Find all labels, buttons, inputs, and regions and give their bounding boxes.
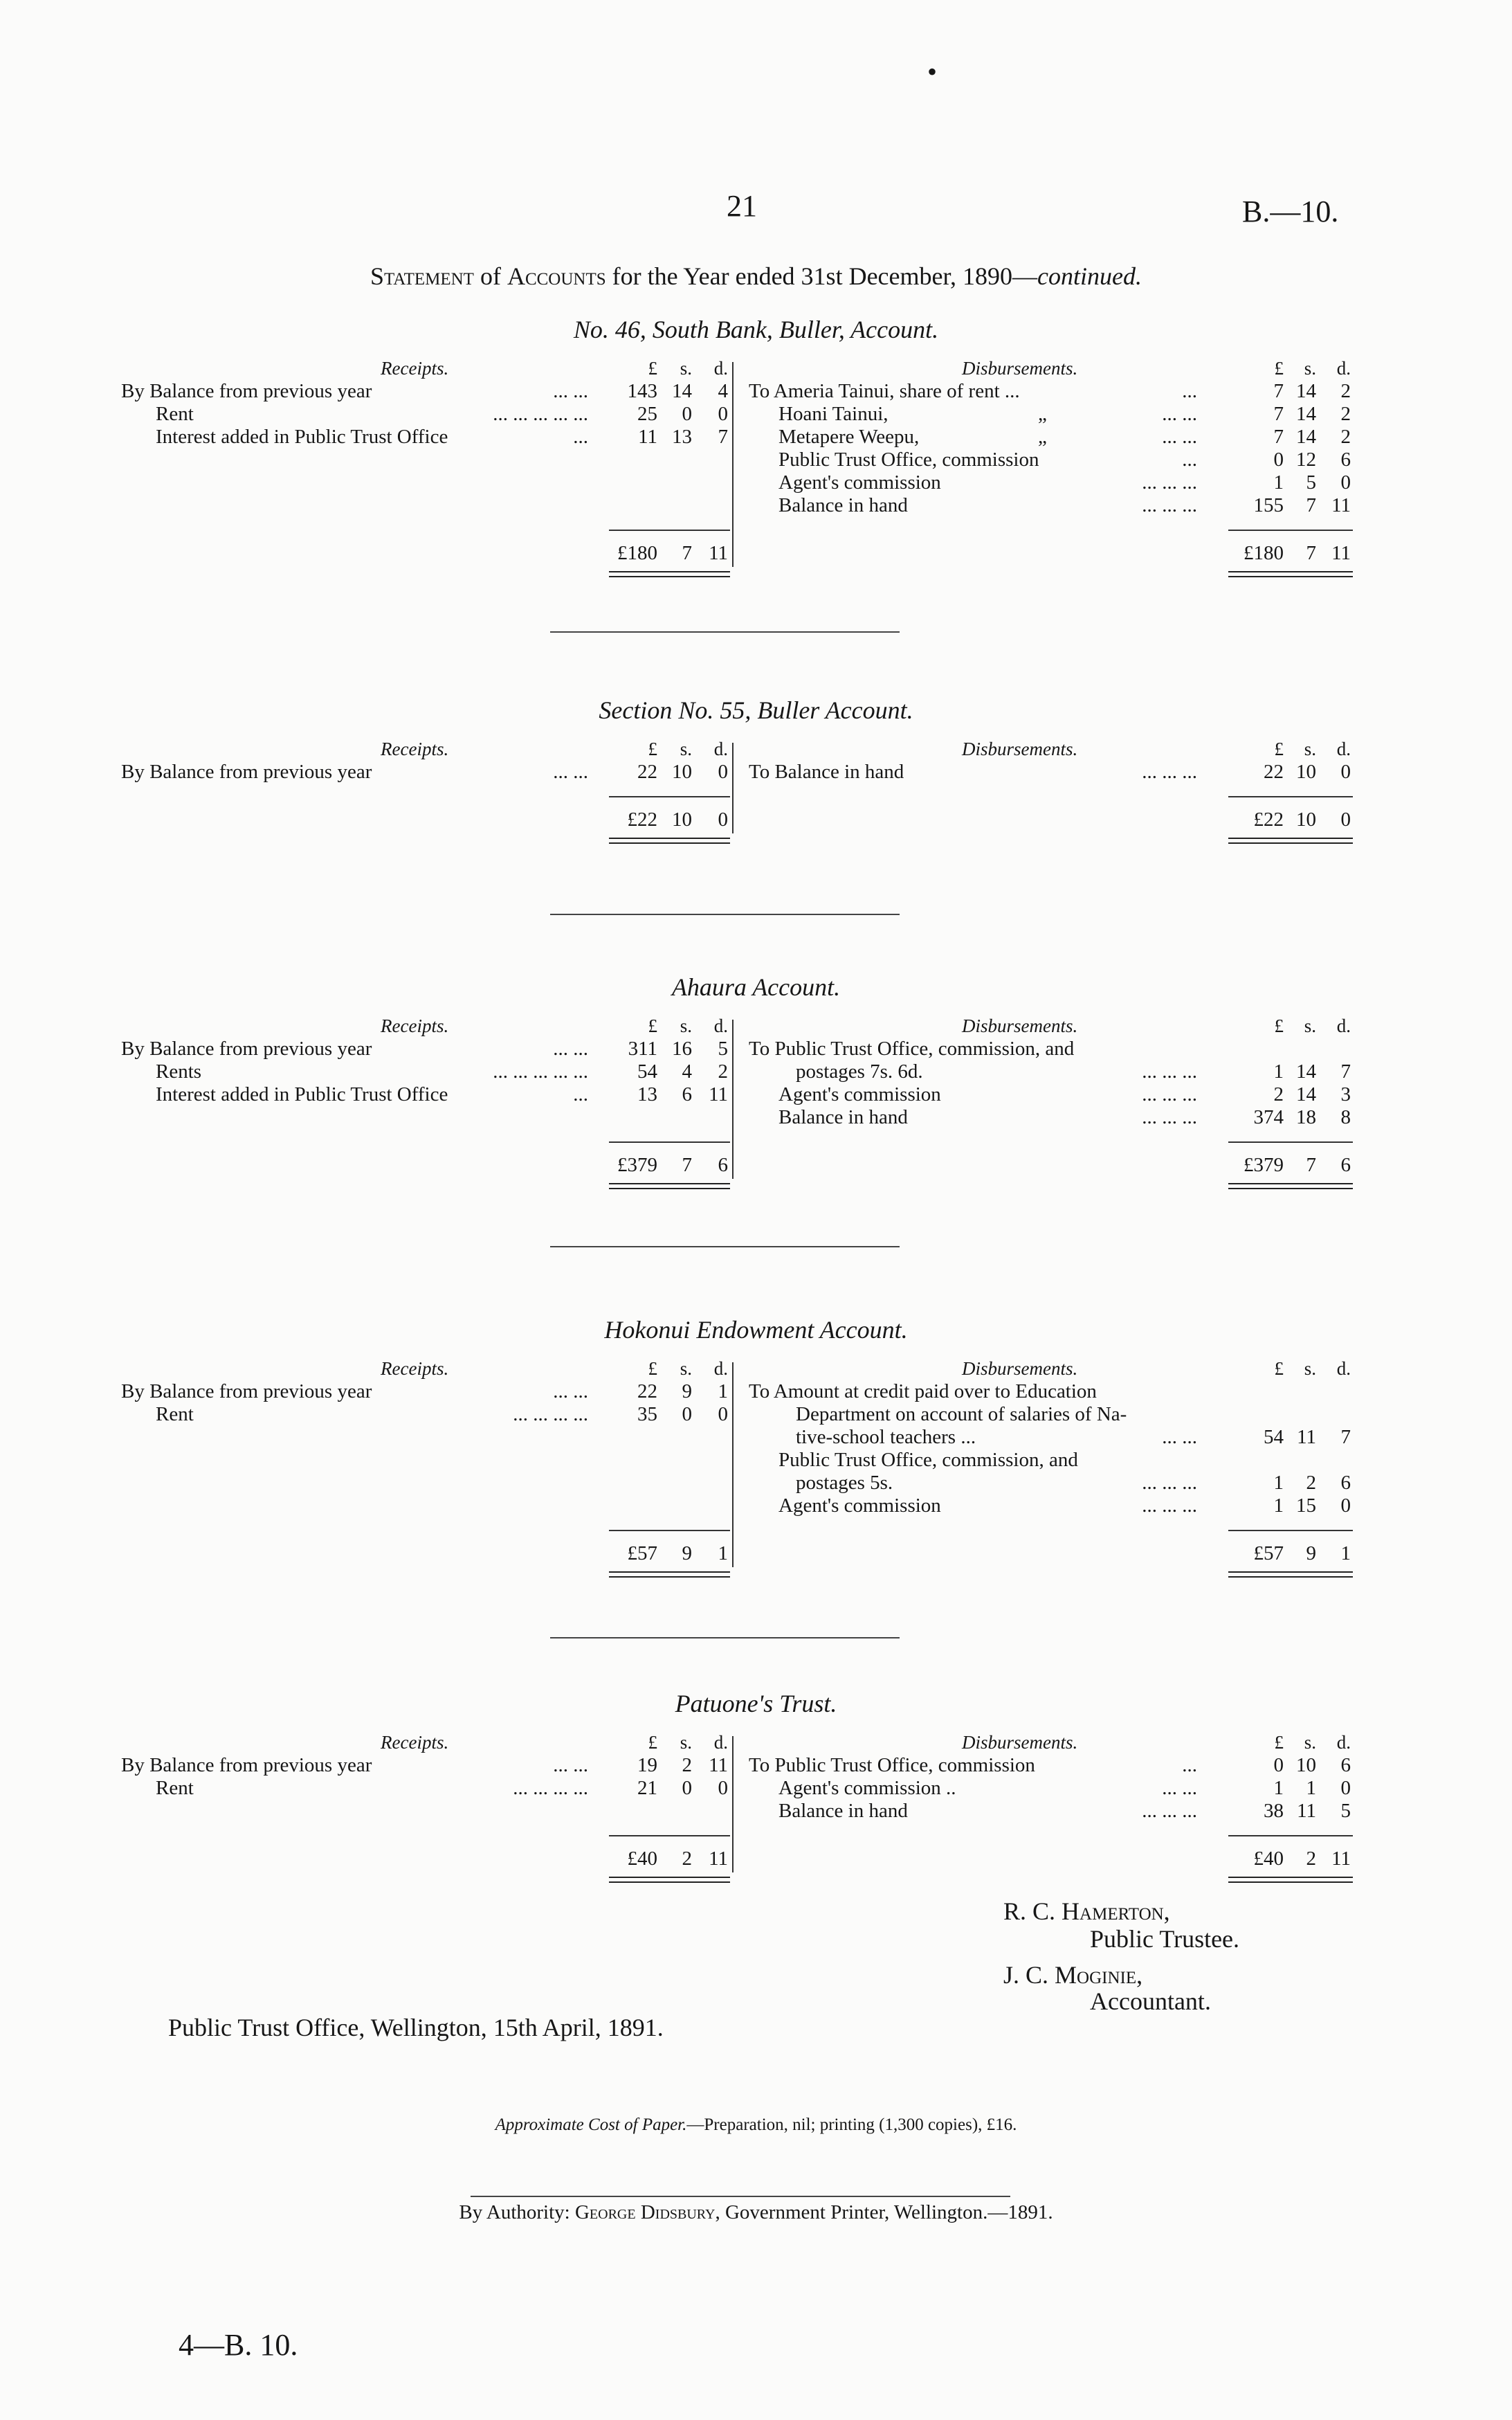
disbursement-label: Hoani Tainui, — [778, 403, 889, 425]
receipts-total-pounds: £57 — [627, 1542, 657, 1564]
disbursement-amount-l: 155 — [1253, 494, 1284, 516]
disbursements-header: Disbursements. — [962, 358, 1078, 379]
disbursements-total-shillings: 7 — [1306, 542, 1316, 564]
disbursement-leader: ... ... ... — [1142, 1083, 1197, 1105]
disbursement-label: Public Trust Office, commission, and — [778, 1449, 1078, 1471]
receipts-header: Receipts. — [381, 739, 449, 759]
disbursement-leader: ... ... ... — [1142, 1800, 1197, 1822]
receipts-col-pence: d. — [713, 1358, 728, 1379]
receipt-leader: ... ... — [553, 1380, 588, 1402]
receipts-total-pounds: £180 — [617, 542, 657, 564]
account-title: Patuone's Trust. — [675, 1690, 837, 1717]
receipts-sum-rule — [609, 530, 730, 531]
disbursement-leader: ... ... — [1162, 403, 1197, 425]
disbursement-leader: ... ... — [1162, 1777, 1197, 1799]
disbursement-amount-d: 6 — [1340, 1754, 1351, 1776]
disbursement-label: Balance in hand — [778, 494, 908, 516]
receipt-amount-l: 311 — [628, 1038, 657, 1060]
receipt-amount-d: 0 — [718, 761, 728, 783]
disbursement-amount-s: 1 — [1306, 1777, 1316, 1799]
disbursement-amount-l: 1 — [1273, 1495, 1284, 1517]
receipt-amount-d: 4 — [718, 380, 728, 402]
disbursement-label: Metapere Weepu, — [778, 426, 920, 448]
receipts-total-double-rule — [609, 571, 730, 577]
receipts-total-shillings: 2 — [682, 1848, 692, 1870]
receipts-sum-rule — [609, 796, 730, 797]
account-separator — [550, 914, 900, 915]
disbursements-col-shillings: s. — [1304, 1358, 1316, 1379]
disbursement-leader: ... ... — [1162, 426, 1197, 448]
receipts-total-double-rule — [609, 1571, 730, 1578]
ditto-mark: „ — [1038, 403, 1047, 425]
disbursement-label: To Ameria Tainui, share of rent ... — [749, 380, 1020, 402]
disbursement-label: Agent's commission .. — [778, 1777, 956, 1799]
disbursements-col-pence: d. — [1336, 358, 1351, 379]
disbursements-total-double-rule — [1228, 1877, 1353, 1883]
receipts-col-pounds: £ — [648, 1015, 657, 1036]
signature-2-surname: Moginie, — [1055, 1961, 1143, 1989]
receipt-amount-l: 54 — [637, 1060, 657, 1083]
receipt-amount-s: 14 — [672, 380, 692, 402]
account-separator — [550, 1246, 900, 1247]
disbursement-amount-l: 374 — [1253, 1106, 1284, 1128]
disbursement-amount-s: 14 — [1296, 1060, 1316, 1083]
receipt-amount-l: 35 — [637, 1403, 657, 1425]
receipt-amount-d: 2 — [718, 1060, 728, 1083]
receipt-amount-s: 6 — [682, 1083, 692, 1105]
disbursement-amount-d: 2 — [1340, 426, 1351, 448]
receipt-label: Rent — [156, 1777, 194, 1799]
disbursements-col-pounds: £ — [1274, 739, 1284, 759]
disbursements-col-pounds: £ — [1274, 1015, 1284, 1036]
column-divider — [732, 1362, 734, 1567]
receipts-header: Receipts. — [381, 358, 449, 379]
receipts-col-pounds: £ — [648, 1732, 657, 1753]
receipt-amount-s: 16 — [672, 1038, 692, 1060]
disbursement-amount-s: 5 — [1306, 471, 1316, 494]
receipt-amount-l: 22 — [637, 761, 657, 783]
column-divider — [732, 362, 734, 567]
footer-reference: 4—B. 10. — [179, 2328, 298, 2362]
receipt-leader: ... ... ... ... ... — [493, 403, 588, 425]
page-number: 21 — [727, 189, 757, 223]
disbursement-label: postages 5s. — [796, 1472, 893, 1494]
disbursement-amount-s: 14 — [1296, 380, 1316, 402]
disbursement-label: To Balance in hand — [749, 761, 904, 783]
receipt-amount-l: 25 — [637, 403, 657, 425]
disbursements-sum-rule — [1228, 796, 1353, 797]
receipts-total-pence: 1 — [718, 1542, 728, 1564]
receipt-amount-d: 11 — [709, 1754, 728, 1776]
receipts-total-shillings: 9 — [682, 1542, 692, 1564]
cost-note-text: —Preparation, nil; printing (1,300 copies), £16. — [686, 2115, 1017, 2134]
column-divider — [732, 1020, 734, 1179]
statement-continued: continued. — [1037, 262, 1142, 290]
disbursement-amount-d: 7 — [1340, 1060, 1351, 1083]
receipts-total-double-rule — [609, 838, 730, 844]
receipts-total-pounds: £40 — [627, 1848, 657, 1870]
receipts-col-pence: d. — [713, 739, 728, 759]
disbursement-amount-d: 5 — [1340, 1800, 1351, 1822]
receipt-amount-d: 1 — [718, 1380, 728, 1402]
receipt-label: Rents — [156, 1060, 202, 1083]
signature-2-initials: J. C. — [1003, 1961, 1049, 1989]
receipt-amount-d: 7 — [718, 426, 728, 448]
account-separator — [550, 1637, 900, 1638]
disbursements-total-double-rule — [1228, 1183, 1353, 1189]
disbursement-leader: ... ... ... — [1142, 1472, 1197, 1494]
disbursements-col-pounds: £ — [1274, 1358, 1284, 1379]
authority-line — [0, 2201, 1512, 2224]
receipts-col-shillings: s. — [680, 358, 692, 379]
disbursement-amount-d: 11 — [1331, 494, 1351, 516]
receipts-col-shillings: s. — [680, 1732, 692, 1753]
document-reference: B.—10. — [1242, 195, 1339, 228]
statement-rest: for the Year ended 31st December, 1890— — [612, 262, 1038, 290]
receipt-label: Interest added in Public Trust Office — [156, 426, 448, 448]
disbursement-leader: ... ... ... — [1142, 1495, 1197, 1517]
disbursement-label: Department on account of salaries of Na- — [796, 1403, 1127, 1425]
disbursements-total-pounds: £379 — [1244, 1154, 1284, 1176]
disbursement-amount-s: 11 — [1297, 1426, 1316, 1448]
statement-of: of — [480, 262, 501, 290]
cost-note — [0, 2115, 1512, 2135]
receipt-leader: ... ... — [553, 761, 588, 783]
disbursements-total-double-rule — [1228, 571, 1353, 577]
disbursements-total-double-rule — [1228, 1571, 1353, 1578]
ditto-mark: „ — [1038, 426, 1047, 448]
disbursements-header: Disbursements. — [962, 1732, 1078, 1753]
disbursement-amount-l: 1 — [1273, 1060, 1284, 1083]
receipt-amount-d: 0 — [718, 1403, 728, 1425]
disbursement-amount-s: 18 — [1296, 1106, 1316, 1128]
receipts-col-pounds: £ — [648, 1358, 657, 1379]
receipts-col-shillings: s. — [680, 739, 692, 759]
disbursement-amount-d: 0 — [1340, 1495, 1351, 1517]
disbursements-sum-rule — [1228, 530, 1353, 531]
disbursement-amount-s: 2 — [1306, 1472, 1316, 1494]
receipts-total-double-rule — [609, 1183, 730, 1189]
disbursements-total-shillings: 10 — [1296, 809, 1316, 831]
receipt-leader: ... ... — [553, 1038, 588, 1060]
disbursements-header: Disbursements. — [962, 739, 1078, 759]
receipts-col-pence: d. — [713, 1015, 728, 1036]
disbursements-header: Disbursements. — [962, 1358, 1078, 1379]
disbursement-label: Balance in hand — [778, 1106, 908, 1128]
receipts-total-pounds: £22 — [627, 809, 657, 831]
receipts-total-shillings: 7 — [682, 542, 692, 564]
receipt-leader: ... ... — [553, 380, 588, 402]
receipt-label: Interest added in Public Trust Office — [156, 1083, 448, 1105]
disbursement-leader: ... ... ... — [1142, 761, 1197, 783]
disbursement-amount-d: 0 — [1340, 471, 1351, 494]
disbursement-label: Agent's commission — [778, 1495, 941, 1517]
disbursements-total-pence: 6 — [1340, 1154, 1351, 1176]
disbursement-amount-d: 6 — [1340, 1472, 1351, 1494]
disbursements-sum-rule — [1228, 1141, 1353, 1143]
disbursement-amount-s: 14 — [1296, 403, 1316, 425]
disbursement-amount-s: 7 — [1306, 494, 1316, 516]
signature-1-name — [1003, 1897, 1170, 1926]
receipt-amount-l: 143 — [627, 380, 657, 402]
place-date: Public Trust Office, Wellington, 15th April, 1891. — [168, 2014, 664, 2041]
receipts-header: Receipts. — [381, 1015, 449, 1036]
receipts-col-shillings: s. — [680, 1358, 692, 1379]
cost-note-label: Approximate Cost of Paper. — [495, 2115, 687, 2134]
receipt-amount-l: 13 — [637, 1083, 657, 1105]
disbursements-col-shillings: s. — [1304, 358, 1316, 379]
receipts-sum-rule — [609, 1530, 730, 1531]
receipts-header: Receipts. — [381, 1732, 449, 1753]
disbursements-col-pence: d. — [1336, 1732, 1351, 1753]
receipts-total-shillings: 7 — [682, 1154, 692, 1176]
disbursements-col-pence: d. — [1336, 1015, 1351, 1036]
disbursements-total-pence: 11 — [1331, 1848, 1351, 1870]
account-title: Hokonui Endowment Account. — [604, 1316, 908, 1344]
authority-prefix: By Authority: — [459, 2201, 570, 2223]
signature-1-surname: Hamerton, — [1062, 1897, 1170, 1925]
disbursement-amount-d: 0 — [1340, 761, 1351, 783]
disbursement-amount-l: 0 — [1273, 449, 1284, 471]
authority-rule — [471, 2196, 1010, 2197]
print-mark: • — [927, 56, 938, 87]
disbursements-total-pounds: £22 — [1253, 809, 1284, 831]
disbursement-amount-s: 14 — [1296, 426, 1316, 448]
receipt-amount-l: 19 — [637, 1754, 657, 1776]
disbursement-label: Agent's commission — [778, 1083, 941, 1105]
disbursement-leader: ... — [1182, 1754, 1197, 1776]
receipts-total-pence: 11 — [709, 542, 728, 564]
disbursements-col-shillings: s. — [1304, 739, 1316, 759]
disbursement-leader: ... ... ... — [1142, 1106, 1197, 1128]
receipt-amount-d: 0 — [718, 1777, 728, 1799]
receipt-label: By Balance from previous year — [121, 761, 372, 783]
disbursement-amount-l: 7 — [1273, 380, 1284, 402]
receipt-label: By Balance from previous year — [121, 1038, 372, 1060]
column-divider — [732, 743, 734, 833]
disbursements-col-pounds: £ — [1274, 358, 1284, 379]
disbursement-label: tive-school teachers ... — [796, 1426, 976, 1448]
column-divider — [732, 1736, 734, 1872]
disbursements-total-pence: 0 — [1340, 809, 1351, 831]
receipt-amount-s: 13 — [672, 426, 692, 448]
disbursement-amount-d: 3 — [1340, 1083, 1351, 1105]
receipt-leader: ... ... — [553, 1754, 588, 1776]
disbursement-label: Agent's commission — [778, 471, 941, 494]
disbursement-amount-d: 8 — [1340, 1106, 1351, 1128]
disbursement-amount-l: 1 — [1273, 1777, 1284, 1799]
disbursement-amount-l: 1 — [1273, 1472, 1284, 1494]
disbursement-label: postages 7s. 6d. — [796, 1060, 923, 1083]
receipt-amount-l: 22 — [637, 1380, 657, 1402]
receipt-amount-d: 5 — [718, 1038, 728, 1060]
disbursement-amount-l: 7 — [1273, 426, 1284, 448]
account-separator — [550, 631, 900, 633]
disbursements-total-shillings: 2 — [1306, 1848, 1316, 1870]
receipt-amount-d: 0 — [718, 403, 728, 425]
disbursements-col-shillings: s. — [1304, 1015, 1316, 1036]
disbursements-total-shillings: 9 — [1306, 1542, 1316, 1564]
receipts-total-pence: 0 — [718, 809, 728, 831]
disbursement-label: To Public Trust Office, commission — [749, 1754, 1035, 1776]
disbursement-leader: ... ... ... — [1142, 1060, 1197, 1083]
disbursement-amount-s: 10 — [1296, 761, 1316, 783]
receipts-header: Receipts. — [381, 1358, 449, 1379]
disbursements-sum-rule — [1228, 1835, 1353, 1836]
receipt-amount-s: 0 — [682, 1777, 692, 1799]
receipt-amount-s: 9 — [682, 1380, 692, 1402]
receipt-amount-s: 10 — [672, 761, 692, 783]
disbursement-amount-d: 7 — [1340, 1426, 1351, 1448]
receipt-amount-l: 21 — [637, 1777, 657, 1799]
receipts-sum-rule — [609, 1835, 730, 1836]
disbursement-amount-l: 1 — [1273, 471, 1284, 494]
receipts-col-shillings: s. — [680, 1015, 692, 1036]
receipts-total-pence: 11 — [709, 1848, 728, 1870]
disbursement-amount-s: 14 — [1296, 1083, 1316, 1105]
receipt-amount-s: 0 — [682, 403, 692, 425]
receipt-amount-d: 11 — [709, 1083, 728, 1105]
disbursements-total-pounds: £57 — [1253, 1542, 1284, 1564]
disbursements-col-pence: d. — [1336, 1358, 1351, 1379]
disbursement-leader: ... ... ... — [1142, 494, 1197, 516]
disbursement-amount-d: 2 — [1340, 380, 1351, 402]
receipt-leader: ... ... ... ... — [513, 1777, 588, 1799]
receipt-label: By Balance from previous year — [121, 1380, 372, 1402]
signature-2-name — [1003, 1960, 1142, 1989]
receipt-amount-l: 11 — [638, 426, 657, 448]
account-title: Section No. 55, Buller Account. — [599, 696, 913, 724]
disbursement-label: To Public Trust Office, commission, and — [749, 1038, 1075, 1060]
disbursement-amount-s: 12 — [1296, 449, 1316, 471]
receipt-leader: ... — [573, 1083, 588, 1105]
receipts-total-pounds: £379 — [617, 1154, 657, 1176]
statement-word: Statement — [370, 262, 474, 290]
receipts-col-pence: d. — [713, 358, 728, 379]
printer-name: George Didsbury, — [574, 2201, 720, 2223]
disbursement-amount-d: 2 — [1340, 403, 1351, 425]
receipt-amount-s: 2 — [682, 1754, 692, 1776]
disbursement-leader: ... ... — [1162, 1426, 1197, 1448]
disbursement-amount-l: 2 — [1273, 1083, 1284, 1105]
disbursements-total-pence: 1 — [1340, 1542, 1351, 1564]
disbursement-label: To Amount at credit paid over to Education — [749, 1380, 1097, 1402]
disbursements-total-pounds: £180 — [1244, 542, 1284, 564]
disbursement-amount-d: 0 — [1340, 1777, 1351, 1799]
disbursements-col-pounds: £ — [1274, 1732, 1284, 1753]
disbursements-col-pence: d. — [1336, 739, 1351, 759]
signature-2-title: Accountant. — [1090, 1987, 1211, 2015]
disbursement-amount-s: 15 — [1296, 1495, 1316, 1517]
disbursements-header: Disbursements. — [962, 1015, 1078, 1036]
disbursement-amount-s: 10 — [1296, 1754, 1316, 1776]
receipts-total-pence: 6 — [718, 1154, 728, 1176]
statement-accounts: Accounts — [507, 262, 606, 290]
disbursements-total-double-rule — [1228, 838, 1353, 844]
receipt-amount-s: 0 — [682, 1403, 692, 1425]
disbursement-amount-l: 54 — [1264, 1426, 1284, 1448]
receipts-total-double-rule — [609, 1877, 730, 1883]
disbursements-total-pence: 11 — [1331, 542, 1351, 564]
account-title: Ahaura Account. — [671, 973, 841, 1001]
receipts-col-pence: d. — [713, 1732, 728, 1753]
disbursement-amount-l: 22 — [1264, 761, 1284, 783]
disbursements-total-pounds: £40 — [1253, 1848, 1284, 1870]
receipt-leader: ... ... ... ... — [513, 1403, 588, 1425]
receipt-leader: ... ... ... ... ... — [493, 1060, 588, 1083]
disbursement-amount-l: 38 — [1264, 1800, 1284, 1822]
disbursement-label: Public Trust Office, commission — [778, 449, 1039, 471]
disbursement-leader: ... — [1182, 380, 1197, 402]
receipt-label: Rent — [156, 403, 194, 425]
disbursements-sum-rule — [1228, 1530, 1353, 1531]
disbursement-label: Balance in hand — [778, 1800, 908, 1822]
disbursements-total-shillings: 7 — [1306, 1154, 1316, 1176]
receipts-col-pounds: £ — [648, 739, 657, 759]
receipt-leader: ... — [573, 426, 588, 448]
receipt-label: By Balance from previous year — [121, 380, 372, 402]
authority-rest: Government Printer, Wellington.—1891. — [725, 2201, 1053, 2223]
receipts-total-shillings: 10 — [672, 809, 692, 831]
receipts-sum-rule — [609, 1141, 730, 1143]
signature-1-initials: R. C. — [1003, 1897, 1056, 1925]
account-title: No. 46, South Bank, Buller, Account. — [573, 316, 939, 343]
receipt-label: By Balance from previous year — [121, 1754, 372, 1776]
disbursement-leader: ... — [1182, 449, 1197, 471]
disbursement-amount-s: 11 — [1297, 1800, 1316, 1822]
disbursement-amount-l: 7 — [1273, 403, 1284, 425]
disbursement-leader: ... ... ... — [1142, 471, 1197, 494]
receipt-label: Rent — [156, 1403, 194, 1425]
receipt-amount-s: 4 — [682, 1060, 692, 1083]
disbursement-amount-l: 0 — [1273, 1754, 1284, 1776]
statement-heading — [0, 262, 1512, 291]
disbursements-col-shillings: s. — [1304, 1732, 1316, 1753]
disbursement-amount-d: 6 — [1340, 449, 1351, 471]
receipts-col-pounds: £ — [648, 358, 657, 379]
signature-1-title: Public Trustee. — [1090, 1925, 1240, 1953]
